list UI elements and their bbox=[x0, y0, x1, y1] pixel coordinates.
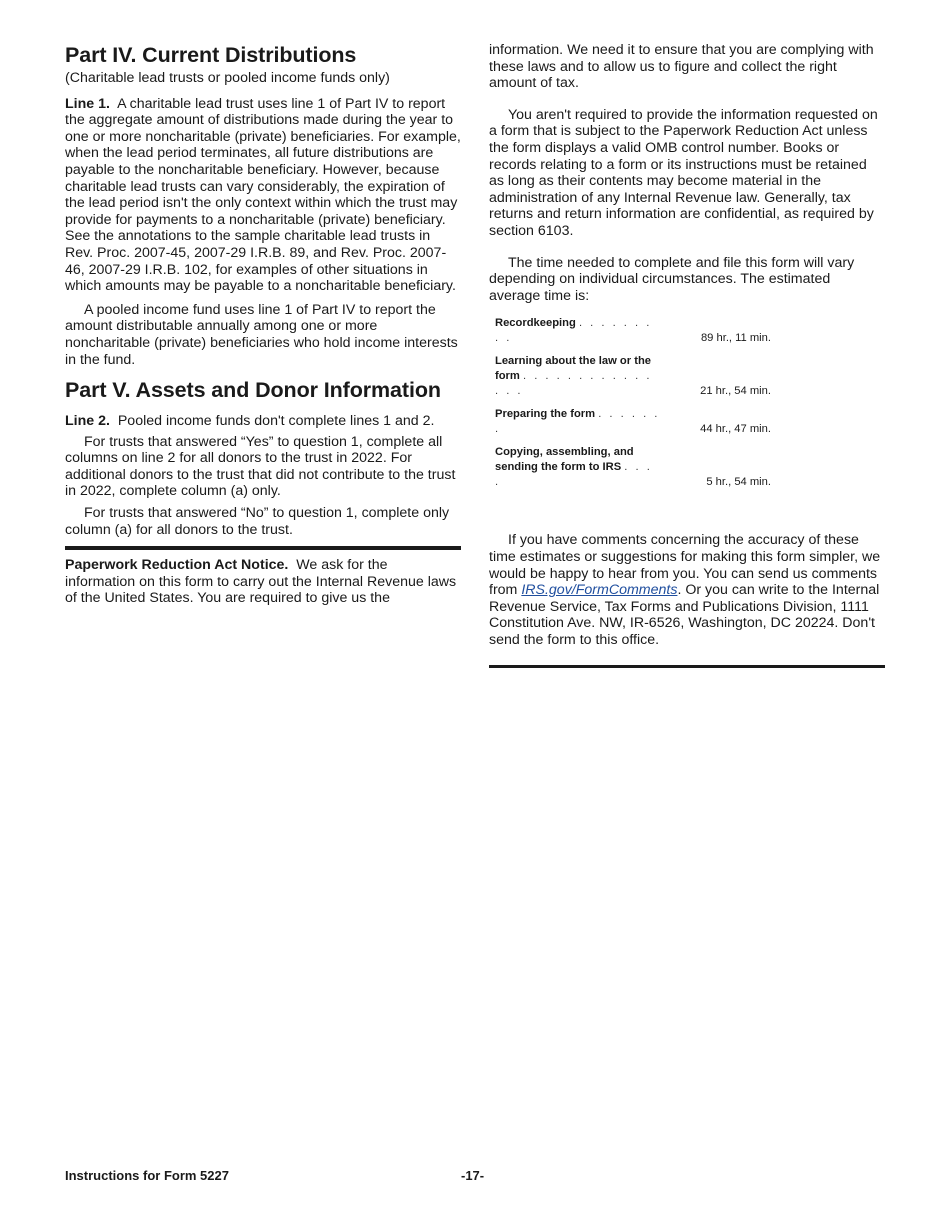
estimate-label: Copying, assembling, and bbox=[495, 446, 634, 459]
estimate-value: 21 hr., 54 min. bbox=[700, 385, 771, 398]
footer-form-name: Instructions for Form 5227 bbox=[65, 1168, 229, 1183]
pra-text: We ask for the information on this form to carry out the Internal Revenue laws of the United States. You are required to give us the bbox=[65, 557, 457, 607]
estimate-label: Learning about the law or the bbox=[495, 355, 652, 368]
irs-form-comments-link[interactable]: IRS.gov/FormComments bbox=[521, 582, 678, 599]
pra-paragraph bbox=[65, 557, 461, 607]
footer-page-number: -17- bbox=[461, 1168, 485, 1183]
estimate-label: Preparing the form bbox=[495, 408, 596, 421]
estimate-row: Recordkeeping . . . . . . . . . 89 hr., 11 min. bbox=[495, 317, 771, 345]
time-estimate-intro: The time needed to complete and file this form will vary depending on individual circumstances. The estimated average time is: bbox=[489, 254, 855, 304]
comments-paragraph bbox=[489, 532, 885, 648]
no-answer-paragraph: For trusts that answered “No” to question 1, complete only column (a) for all donors to the trust. bbox=[65, 505, 450, 538]
estimate-value: 44 hr., 47 min. bbox=[700, 423, 771, 436]
line1-label: Line 1. bbox=[65, 95, 110, 112]
right-column bbox=[489, 42, 885, 668]
end-divider bbox=[489, 665, 885, 668]
left-column bbox=[65, 42, 461, 607]
section-divider bbox=[65, 546, 461, 550]
part4-subtitle: (Charitable lead trusts or pooled income funds only) bbox=[65, 70, 390, 86]
comments-text: If you have comments concerning the accuracy of these time estimates or suggestions for making this form simpler, we would be happy to hear from you. You can send us comments from bbox=[489, 532, 881, 599]
pra-continued-paragraph: information. We need it to ensure that you are complying with these laws and to allow us to figure and collect the right amount of tax. bbox=[489, 42, 874, 92]
estimate-label-cont: sending the form to IRS bbox=[495, 461, 622, 474]
pooled-fund-paragraph: A pooled income fund uses line 1 of Part IV to report the amount distributable annually among one or more noncharitable (private) beneficiaries who hold income interests in the fund. bbox=[65, 301, 458, 368]
estimate-value: 89 hr., 11 min. bbox=[700, 332, 771, 345]
yes-answer-paragraph: For trusts that answered “Yes” to question 1, complete all columns on line 2 for all donors to the trust in 2022. For additional donors to the trust that did not contribute to the trust in 2022, complete column (a) only. bbox=[65, 433, 456, 500]
estimate-label-cont: form bbox=[495, 370, 520, 383]
estimate-row: Preparing the form . . . . . . . 44 hr., 47 min. bbox=[495, 408, 771, 436]
estimate-row: Copying, assembling, and sending the form to IRS . . . . 5 hr., 54 min. bbox=[495, 446, 771, 489]
omb-paragraph: You aren't required to provide the information requested on a form that is subject to the Paperwork Reduction Act unless the form displays a valid OMB control number. Books or records relating to a form or its instructions must be retained as long as their contents may become material in the administration of any Internal Revenue law. Generally, tax returns and return information are confidential, as required by section 6103. bbox=[489, 106, 878, 239]
line2-paragraph bbox=[65, 413, 461, 430]
time-estimates-table bbox=[495, 316, 771, 490]
part4-heading: Part IV. Current Distributions bbox=[65, 43, 357, 67]
comments-text-cont: . Or you can write to the Internal Revenue Service, Tax Forms and Publications Division, 1111 Constitution Ave. NW, IR-6526, Washington, DC 20224. Don't send the form to this office. bbox=[489, 582, 880, 648]
estimate-value: 5 hr., 54 min. bbox=[706, 476, 771, 489]
line2-text: Pooled income funds don't complete lines 1 and 2. bbox=[117, 413, 435, 430]
line2-label: Line 2. bbox=[65, 413, 110, 430]
estimate-label: Recordkeeping bbox=[495, 317, 576, 330]
part5-heading: Part V. Assets and Donor Information bbox=[65, 378, 441, 403]
estimate-row: Learning about the law or the form . . . . . . . . . . . . . . . 21 hr., 54 min. bbox=[495, 355, 771, 398]
pra-label: Paperwork Reduction Act Notice. bbox=[65, 557, 289, 574]
line1-text: A charitable lead trust uses line 1 of Part IV to report the aggregate amount of distributions made during the year to one or more noncharitable (private) beneficiaries. For example, when the lead period terminates, all future distributions are payable to the noncharitable beneficiary. However, because charitable lead trusts can vary considerably, the expiration of the lead period isn't the only context within which the trust may provide for payments to a noncharitable (private) beneficiary. See the annotations to the sample charitable lead trusts in Rev. Proc. 2007-45, 2007-29 I.R.B. 89, and Rev. Proc. 2007-46, 2007-29 I.R.B. 102, for examples of other situations in which amounts may be payable to a noncharitable beneficiary. bbox=[65, 95, 461, 295]
line1-paragraph bbox=[65, 96, 461, 295]
